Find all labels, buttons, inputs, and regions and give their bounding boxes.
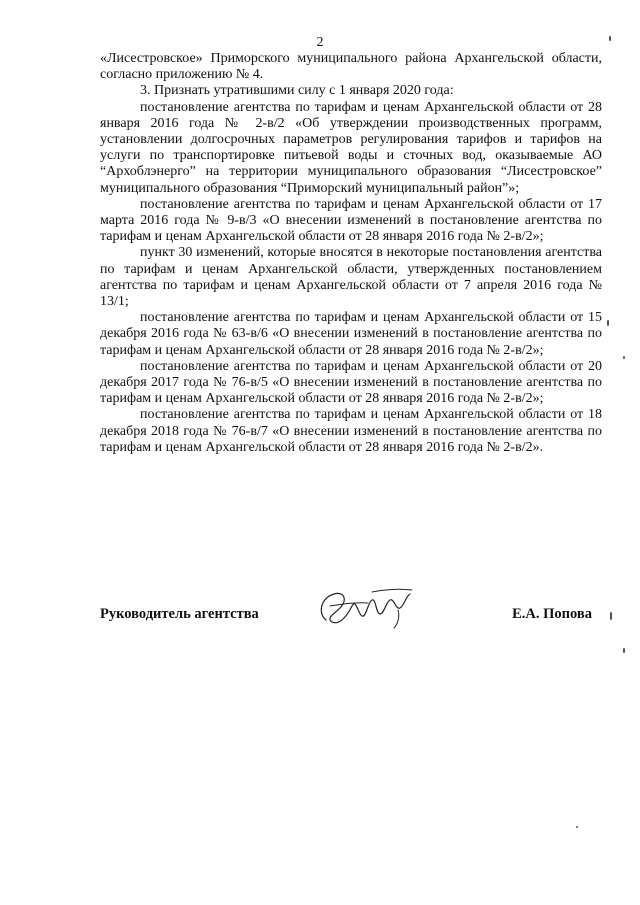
paragraph-repealed-2016-12-15: постановление агентства по тарифам и ценам Архангельской области от 15 декабря 2016 года № 63-в/6 «О внесении изменений в постановление агентства по тарифам и ценам Архангельской области от 28 января 2016 года № 2-в/2»; [100,310,602,358]
scan-speck [607,320,609,326]
scan-speck [610,612,612,620]
scan-speck [609,36,611,41]
document-body [100,51,602,456]
paragraph-item-3: 3. Признать утратившими силу с 1 января 2020 года: [140,83,454,99]
signer-title: Руководитель агентства [100,606,259,622]
paragraph-repealed-2018-12-18: постановление агентства по тарифам и ценам Архангельской области от 18 декабря 2018 года № 76-в/7 «О внесении изменений в постановление агентства по тарифам и ценам Архангельской области от 28 января 2016 года № 2-в/2». [100,407,602,455]
paragraph-repealed-2017-12-20: постановление агентства по тарифам и ценам Архангельской области от 20 декабря 2017 года № 76-в/5 «О внесении изменений в постановление агентства по тарифам и ценам Архангельской области от 28 января 2016 года № 2-в/2»; [100,358,602,407]
paragraph-repealed-2016-04-07: пункт 30 изменений, которые вносятся в некоторые постановления агентства по тарифам и ценам Архангельской области, утвержденных постановлением агентства по тарифам и ценам Архангельской области от 7 апреля 2016 года № 13/1; [100,245,602,310]
paragraph-repealed-2016-01-28: постановление агентства по тарифам и ценам Архангельской области от 28 января 2016 года № 2-в/2 «Об утверждении производственных программ, установлении долгосрочных параметров регулирования тарифов и тарифов на услуги по транспортировке питьевой воды и сточных вод, оказываемые АО “Архоблэнерго” на территории муниципального образования “Лисестровское” муниципального образования “Приморский муниципальный район”»; [100,99,602,196]
signature-block [100,600,602,630]
handwritten-signature [312,584,422,632]
scan-speck [623,356,625,359]
paragraph-repealed-2016-03-17: постановление агентства по тарифам и ценам Архангельской области от 17 марта 2016 года № 9-в/3 «О внесении изменений в постановление агентства по тарифам и ценам Архангельской области от 28 января 2016 года № 2-в/2»; [100,196,602,245]
page-number: 2 [316,35,324,50]
paragraph-continuation: «Лисестровское» Приморского муниципального района Архангельской области, согласно приложению № 4. [100,51,602,83]
scan-speck [623,648,625,653]
scan-speck [576,826,578,828]
signer-name: Е.А. Попова [512,606,592,622]
